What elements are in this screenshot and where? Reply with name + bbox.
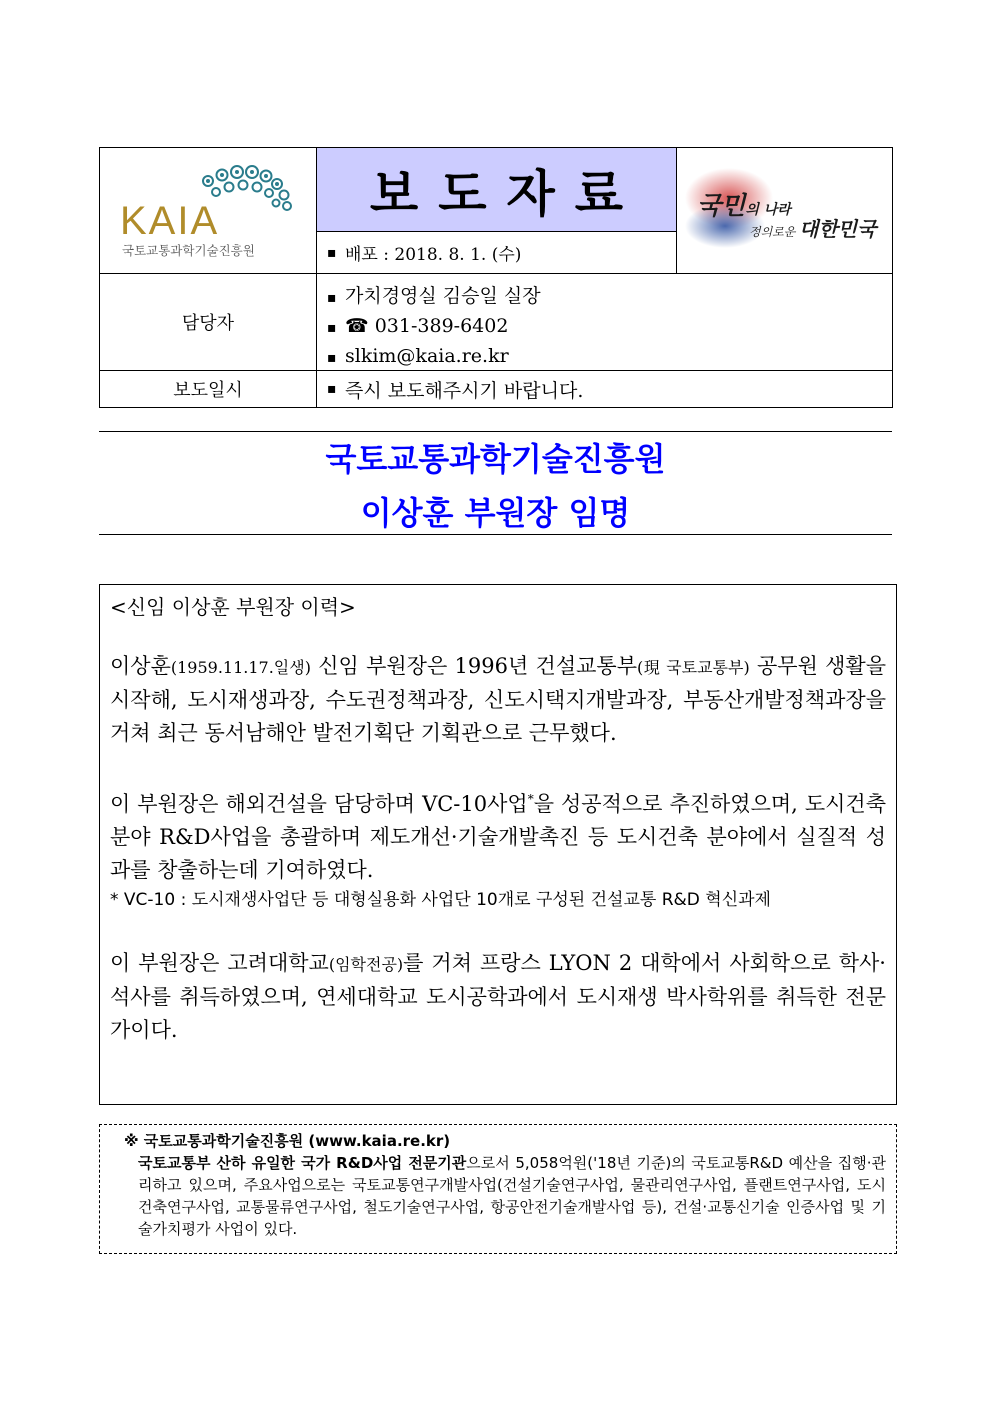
education-paragraph: 이 부원장은 고려대학교(임학전공)를 거쳐 프랑스 LYON 2 대학에서 사회학으로 학사·석사를 취득하였으며, 연세대학교 도시공학과에서 도시재생 박사학위를 취득한 전문가이다. xyxy=(110,951,886,1042)
headline-bottom-rule xyxy=(99,534,892,535)
kaia-logo-icon xyxy=(100,148,317,274)
release-date: ▪ 배포 : 2018. 8. 1. (수) xyxy=(317,232,677,274)
bullet-icon: ▪ xyxy=(327,381,337,397)
slogan-line1: 국민의 나라 xyxy=(697,191,791,220)
slogan-emblem-icon xyxy=(677,148,892,274)
bullet-icon: ▪ xyxy=(327,290,337,306)
note-body: 국토교통부 산하 유일한 국가 R&D사업 전문기관으로서 5,058억원('18년 기준)의 국토교통R&D 예산을 집행·관리하고 있으며, 주요사업으로는 국토교통연구개발사업(건설기술연구사업, 물관리연구사업, 플랜트연구사업, 도시건축연구사업, 교통물류연구사업, 철도기술연구사업, 항공안전기술개발사업 등), 건설·교통신기술 인증사업 및 기술가치평가 사업이 있다. xyxy=(138,1154,886,1238)
career-paragraph: 이상훈(1959.11.17.일생) 신임 부원장은 1996년 건설교통부(現 국토교통부) 공무원 생활을 시작해, 도시재생과장, 수도권정책과장, 신도시택지개발과장, 부동산개발정책과장을 거쳐 최근 동서남해안 발전기획단 기획관으로 근무했다. xyxy=(110,654,886,745)
profile-subtitle: <신임 이상훈 부원장 이력> xyxy=(110,595,356,619)
achievement-paragraph: 이 부원장은 해외건설을 담당하며 VC-10사업*을 성공적으로 추진하였으며, 도시건축분야 R&D사업을 총괄하며 제도개선·기술개발촉진 등 도시건축 분야에서 실질적 성과를 창출하는데 기여하였다. xyxy=(110,792,887,882)
bullet-icon: ▪ xyxy=(327,244,337,261)
contact-details xyxy=(317,274,892,371)
headline-title: 이상훈 부원장 임명 xyxy=(360,494,631,532)
kaia-note-box xyxy=(99,1124,897,1254)
contact-email[interactable]: ▪ slkim@kaia.re.kr xyxy=(327,342,892,372)
logo-wordmark: KAIA xyxy=(120,199,220,243)
contact-person: ▪ 가치경영실 김승일 실장 xyxy=(327,282,892,312)
government-slogan-logo xyxy=(677,148,892,274)
press-release-title: 보도자료 xyxy=(317,148,677,232)
kaia-logo xyxy=(100,148,317,274)
bullet-icon: ▪ xyxy=(327,350,337,366)
bullet-icon: ▪ xyxy=(327,320,337,336)
note-title: ※ 국토교통과학기술진흥원 (www.kaia.re.kr) xyxy=(124,1132,451,1150)
slogan-line2a: 정의로운 xyxy=(749,225,796,239)
logo-org-name: 국토교통과학기술진흥원 xyxy=(122,243,255,258)
release-instruction: ▪ 즉시 보도해주시기 바랍니다. xyxy=(327,379,584,402)
vc10-footnote: * VC-10 : 도시재생사업단 등 대형실용화 사업단 10개로 구성된 건설교통 R&D 혁신과제 xyxy=(110,890,771,910)
headline-top-rule xyxy=(99,431,892,432)
profile-box xyxy=(99,584,897,1105)
press-header-table xyxy=(99,147,893,408)
release-label: 보도일시 xyxy=(100,371,317,407)
slogan-line2b: 대한민국 xyxy=(799,217,877,241)
contact-phone: ▪ ☎ 031-389-6402 xyxy=(327,312,892,342)
contact-label: 담당자 xyxy=(100,274,317,371)
headline-org: 국토교통과학기술진흥원 xyxy=(325,440,666,478)
